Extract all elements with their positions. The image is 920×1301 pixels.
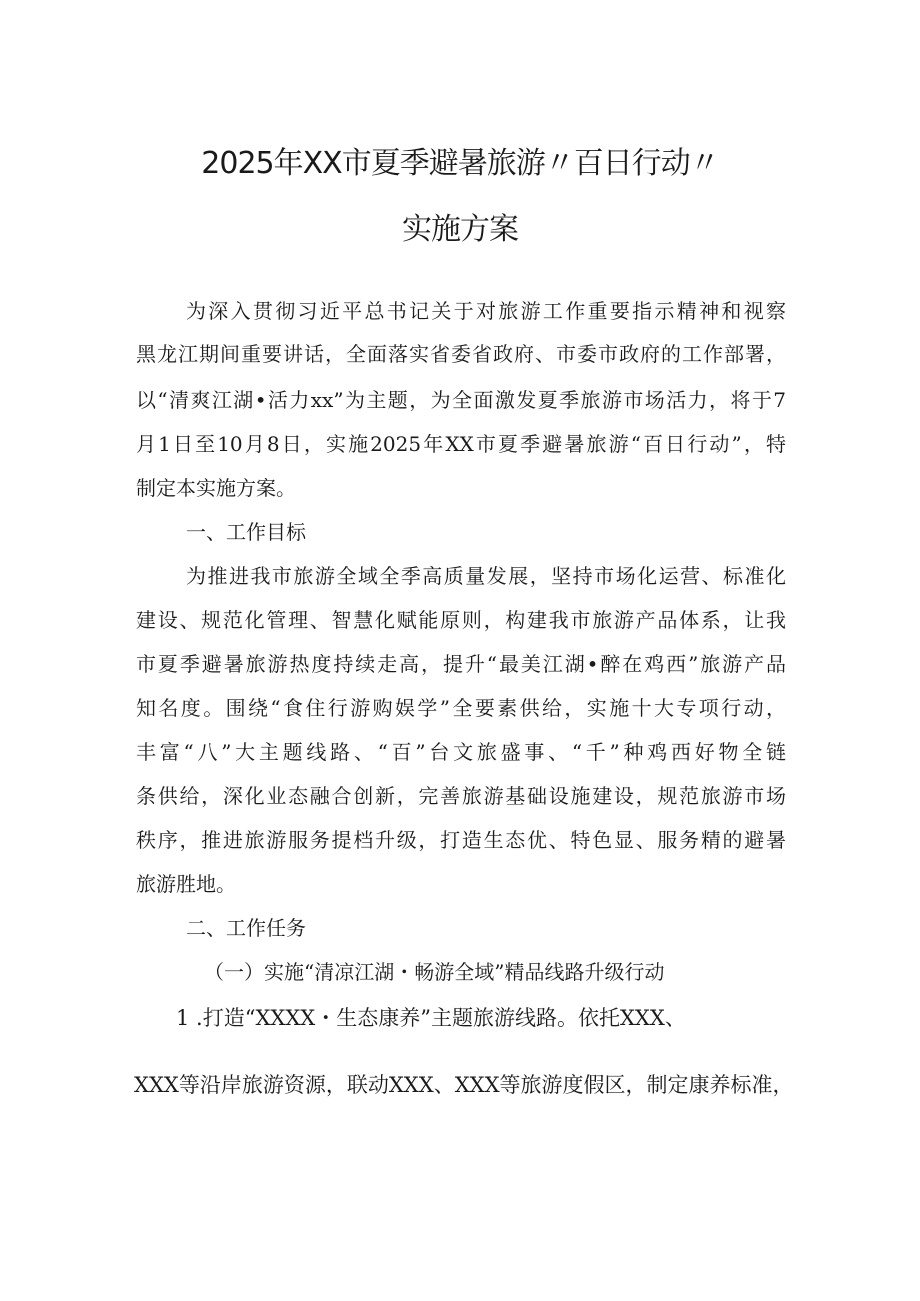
- section-heading-goals: 一、工作目标: [186, 520, 306, 544]
- intro-line-4: 月1日至10月8日，实施2025年XX市夏季避暑旅游“百日行动”，特: [136, 432, 786, 456]
- intro-line-3: 以“清爽江湖•活力xx”为主题，为全面激发夏季旅游市场活力，将于7: [136, 388, 786, 412]
- intro-line-5: 制定本实施方案。: [136, 476, 296, 500]
- intro-line-1: 为深入贯彻习近平总书记关于对旅游工作重要指示精神和视察: [186, 299, 786, 323]
- task-item-1-line-1: 1 .打造“XXXX・生态康养”主题旅游线路。依托XXX、: [176, 1006, 686, 1030]
- goals-line-6: 条供给，深化业态融合创新，完善旅游基础设施建设，规范旅游市场: [136, 784, 786, 808]
- document-title-line-1: 2025年XX市夏季避暑旅游〃百日行动〃: [201, 146, 719, 181]
- task-subheading-1: （一）实施“清凉江湖・畅游全域”精品线路升级行动: [204, 960, 665, 984]
- goals-line-5: 丰富“八”大主题线路、“百”台文旅盛事、“千”种鸡西好物全链: [136, 740, 786, 764]
- task-item-1-line-2: XXX等沿岸旅游资源，联动XXX、XXX等旅游度假区，制定康养标准，: [134, 1073, 794, 1097]
- goals-line-8: 旅游胜地。: [136, 872, 236, 896]
- document-title-line-2: 实施方案: [402, 212, 518, 247]
- section-heading-tasks: 二、工作任务: [186, 916, 306, 940]
- goals-line-4: 知名度。围绕“食住行游购娱学”全要素供给，实施十大专项行动，: [136, 696, 786, 720]
- goals-line-2: 建设、规范化管理、智慧化赋能原则，构建我市旅游产品体系，让我: [136, 608, 786, 632]
- goals-line-1: 为推进我市旅游全域全季高质量发展，坚持市场化运营、标准化: [186, 564, 786, 588]
- goals-line-7: 秩序，推进旅游服务提档升级，打造生态优、特色显、服务精的避暑: [136, 828, 786, 852]
- intro-line-2: 黑龙江期间重要讲话，全面落实省委省政府、市委市政府的工作部署，: [136, 342, 786, 366]
- goals-line-3: 市夏季避暑旅游热度持续走高，提升“最美江湖•醉在鸡西”旅游产品: [136, 652, 786, 676]
